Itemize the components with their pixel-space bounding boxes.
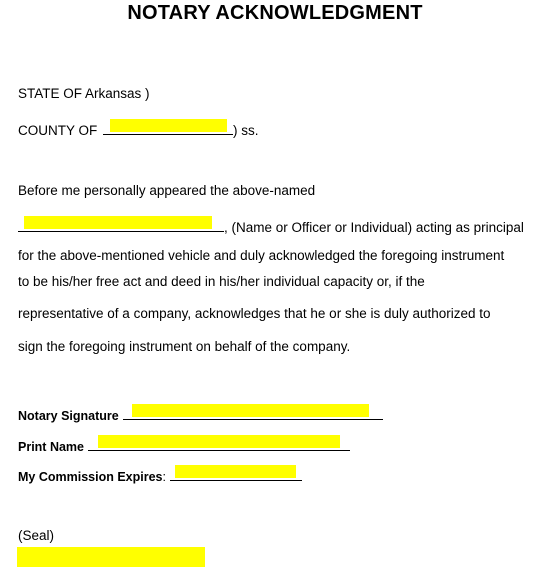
notary-signature-field[interactable]: [123, 404, 383, 420]
print-name-field[interactable]: [88, 435, 350, 451]
notary-signature-label: Notary Signature: [18, 409, 119, 423]
commission-row: [18, 465, 302, 484]
county-field[interactable]: [103, 119, 233, 135]
principal-name-field[interactable]: [18, 216, 224, 232]
body-line-2: [18, 216, 524, 235]
document-title: NOTARY ACKNOWLEDGMENT: [127, 2, 423, 24]
commission-expires-field[interactable]: [170, 465, 302, 481]
body-line-5: representative of a company, acknowledges that he or she is duly authorized to: [18, 306, 491, 321]
body-line-1: Before me personally appeared the above-named: [18, 183, 316, 198]
print-name-label: Print Name: [18, 440, 84, 454]
county-line: [18, 119, 259, 138]
seal-area[interactable]: [17, 547, 205, 567]
print-name-row: [18, 435, 350, 454]
seal-label: (Seal): [18, 528, 55, 543]
county-prefix: COUNTY OF: [18, 123, 98, 138]
commission-label: My Commission Expires: [18, 470, 163, 484]
principal-name-suffix: , (Name or Officer or Individual) acting as principal: [224, 220, 524, 235]
state-line: STATE OF Arkansas ): [18, 86, 150, 101]
notary-signature-row: [18, 404, 383, 423]
body-line-4: to be his/her free act and deed in his/her individual capacity or, if the: [18, 274, 425, 289]
body-line-3: for the above-mentioned vehicle and duly acknowledged the foregoing instrument: [18, 248, 505, 263]
county-suffix: ) ss.: [233, 123, 259, 138]
commission-colon: :: [162, 470, 166, 484]
body-line-6: sign the foregoing instrument on behalf of the company.: [18, 339, 351, 354]
